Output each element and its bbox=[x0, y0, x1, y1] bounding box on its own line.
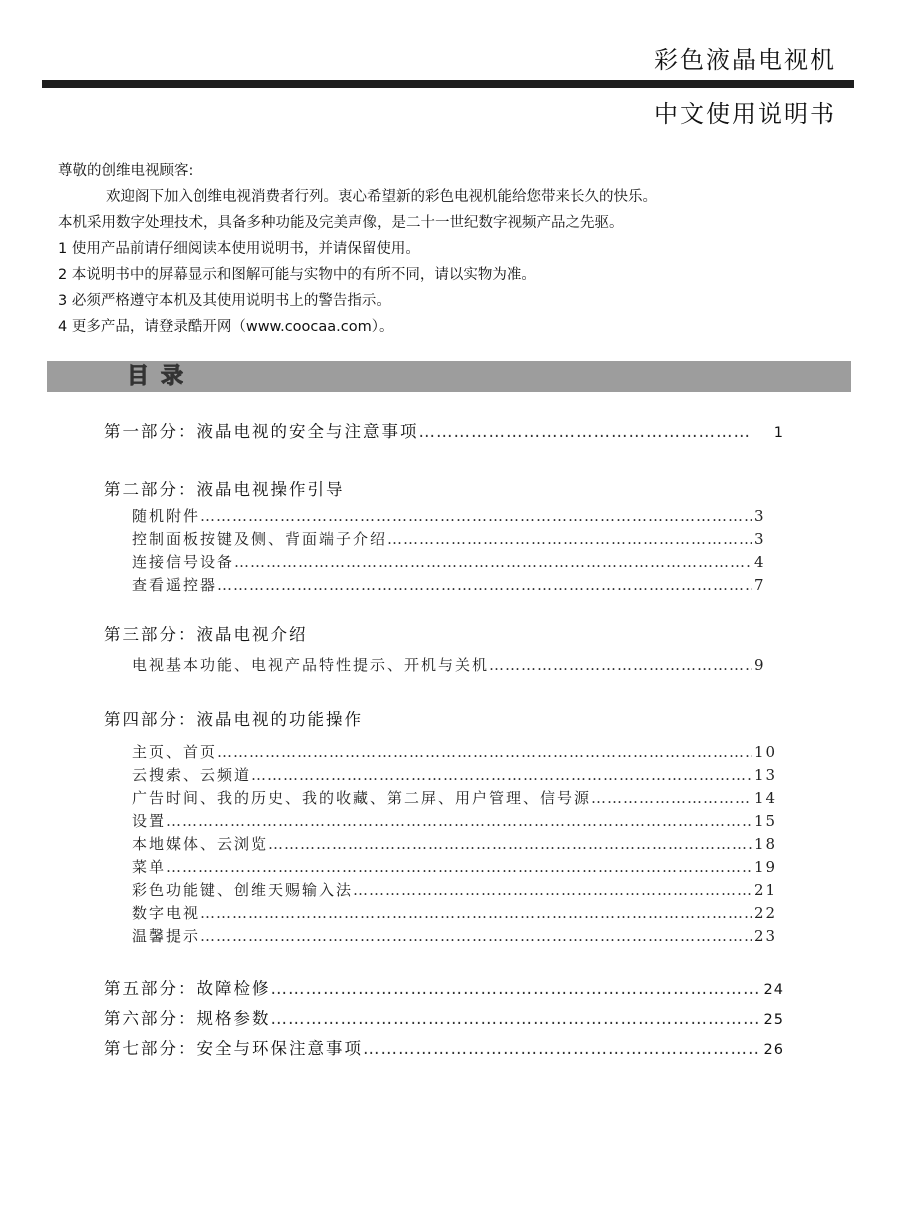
toc-entry[interactable] bbox=[104, 787, 784, 810]
note-1: 1 使用产品前请仔细阅读本使用说明书，并请保留使用。 bbox=[58, 241, 420, 257]
page-number: 9 bbox=[754, 656, 766, 674]
toc-part-4 bbox=[104, 705, 784, 948]
note-3: 3 必须严格遵守本机及其使用说明书上的警告指示。 bbox=[58, 293, 391, 309]
toc-part-1 bbox=[104, 417, 784, 447]
page-number: 24 bbox=[763, 982, 784, 998]
toc-heading-band bbox=[47, 361, 851, 392]
document-title: 彩色液晶电视机 bbox=[654, 46, 836, 74]
toc-entry[interactable] bbox=[104, 574, 784, 597]
leader-dots bbox=[251, 764, 752, 787]
toc-entry[interactable] bbox=[104, 1034, 784, 1064]
page-number: 25 bbox=[763, 1012, 784, 1028]
toc-entry[interactable] bbox=[104, 417, 784, 447]
toc-part-3 bbox=[104, 620, 784, 677]
welcome-text: 欢迎阁下加入创维电视消费者行列。衷心希望新的彩色电视机能给您带来长久的快乐。 bbox=[106, 189, 657, 205]
toc-entry[interactable] bbox=[104, 528, 784, 551]
leader-dots bbox=[363, 1034, 758, 1064]
header-rule bbox=[42, 80, 854, 88]
toc-heading: 目录 bbox=[127, 364, 196, 389]
toc-part-label: 第七部分：安全与环保注意事项 bbox=[104, 1039, 363, 1058]
leader-dots bbox=[419, 417, 752, 447]
leader-dots bbox=[271, 1004, 758, 1034]
page-number: 19 bbox=[754, 858, 778, 876]
toc-part-label: 第一部分：液晶电视的安全与注意事项 bbox=[104, 422, 419, 441]
leader-dots bbox=[353, 879, 752, 902]
leader-dots bbox=[166, 856, 752, 879]
toc-part-label: 第三部分：液晶电视介绍 bbox=[104, 625, 308, 644]
leader-dots bbox=[387, 528, 752, 551]
toc-entry[interactable] bbox=[104, 551, 784, 574]
toc-entry[interactable] bbox=[104, 925, 784, 948]
note-4: 4 更多产品，请登录酷开网（www.coocaa.com）。 bbox=[58, 319, 394, 335]
toc-item-label: 云搜索、云频道 bbox=[132, 766, 252, 784]
toc-part-title[interactable] bbox=[104, 705, 784, 735]
leader-dots bbox=[217, 574, 752, 597]
toc-part-label: 第二部分：液晶电视操作引导 bbox=[104, 480, 345, 499]
toc-entry[interactable] bbox=[104, 974, 784, 1004]
toc-entry[interactable] bbox=[104, 764, 784, 787]
toc-entry[interactable] bbox=[104, 810, 784, 833]
toc-part-title[interactable] bbox=[104, 475, 784, 505]
leader-dots bbox=[489, 654, 752, 677]
toc-part-2 bbox=[104, 475, 784, 597]
page-number: 14 bbox=[754, 789, 778, 807]
toc-item-label: 设置 bbox=[132, 812, 167, 830]
toc-entry[interactable] bbox=[104, 741, 784, 764]
leader-dots bbox=[234, 551, 752, 574]
leader-dots bbox=[166, 810, 752, 833]
leader-dots bbox=[268, 833, 752, 856]
toc-entry[interactable] bbox=[104, 1004, 784, 1034]
toc-entry[interactable] bbox=[104, 833, 784, 856]
toc-item-label: 广告时间、我的历史、我的收藏、第二屏、用户管理、信号源 bbox=[132, 789, 592, 807]
page-number: 22 bbox=[754, 904, 778, 922]
toc-item-label: 随机附件 bbox=[132, 507, 201, 525]
toc-part-label: 第六部分：规格参数 bbox=[104, 1009, 271, 1028]
toc-part-label: 第五部分：故障检修 bbox=[104, 979, 271, 998]
toc-item-label: 彩色功能键、创维天赐输入法 bbox=[132, 881, 354, 899]
leader-dots bbox=[200, 902, 752, 925]
toc-parts-5-7 bbox=[104, 974, 784, 1064]
page-number: 1 bbox=[773, 425, 784, 441]
page-number: 10 bbox=[754, 743, 778, 761]
toc-part-label: 第四部分：液晶电视的功能操作 bbox=[104, 710, 363, 729]
page-number: 13 bbox=[754, 766, 778, 784]
page-number: 15 bbox=[754, 812, 778, 830]
toc-entry[interactable] bbox=[104, 654, 784, 677]
leader-dots bbox=[217, 741, 752, 764]
leader-dots bbox=[271, 974, 758, 1004]
page-number: 3 bbox=[754, 507, 766, 525]
toc-entry[interactable] bbox=[104, 505, 784, 528]
toc-item-label: 菜单 bbox=[132, 858, 167, 876]
toc-entry[interactable] bbox=[104, 879, 784, 902]
toc-item-label: 温馨提示 bbox=[132, 927, 201, 945]
toc-item-label: 数字电视 bbox=[132, 904, 201, 922]
toc-item-label: 连接信号设备 bbox=[132, 553, 235, 571]
toc-entry[interactable] bbox=[104, 902, 784, 925]
page-number: 18 bbox=[754, 835, 778, 853]
document-subtitle: 中文使用说明书 bbox=[654, 100, 836, 128]
greeting: 尊敬的创维电视顾客: bbox=[58, 163, 194, 179]
page-number: 4 bbox=[754, 553, 766, 571]
leader-dots bbox=[200, 505, 752, 528]
toc-item-label: 查看遥控器 bbox=[132, 576, 218, 594]
toc-entry[interactable] bbox=[104, 856, 784, 879]
toc-item-label: 本地媒体、云浏览 bbox=[132, 835, 269, 853]
intro-section bbox=[58, 158, 657, 340]
page-number: 23 bbox=[754, 927, 778, 945]
toc-item-label: 电视基本功能、电视产品特性提示、开机与关机 bbox=[132, 656, 490, 674]
leader-dots bbox=[591, 787, 752, 810]
note-2: 2 本说明书中的屏幕显示和图解可能与实物中的有所不同，请以实物为准。 bbox=[58, 267, 536, 283]
toc-item-label: 主页、首页 bbox=[132, 743, 218, 761]
page-number: 26 bbox=[763, 1042, 784, 1058]
page-number: 21 bbox=[754, 881, 778, 899]
page-number: 3 bbox=[754, 530, 766, 548]
toc-part-title[interactable] bbox=[104, 620, 784, 650]
technology-text: 本机采用数字处理技术，具备多种功能及完美声像，是二十一世纪数字视频产品之先驱。 bbox=[58, 215, 624, 231]
page-number: 7 bbox=[754, 576, 766, 594]
toc-item-label: 控制面板按键及侧、背面端子介绍 bbox=[132, 530, 388, 548]
leader-dots bbox=[200, 925, 752, 948]
